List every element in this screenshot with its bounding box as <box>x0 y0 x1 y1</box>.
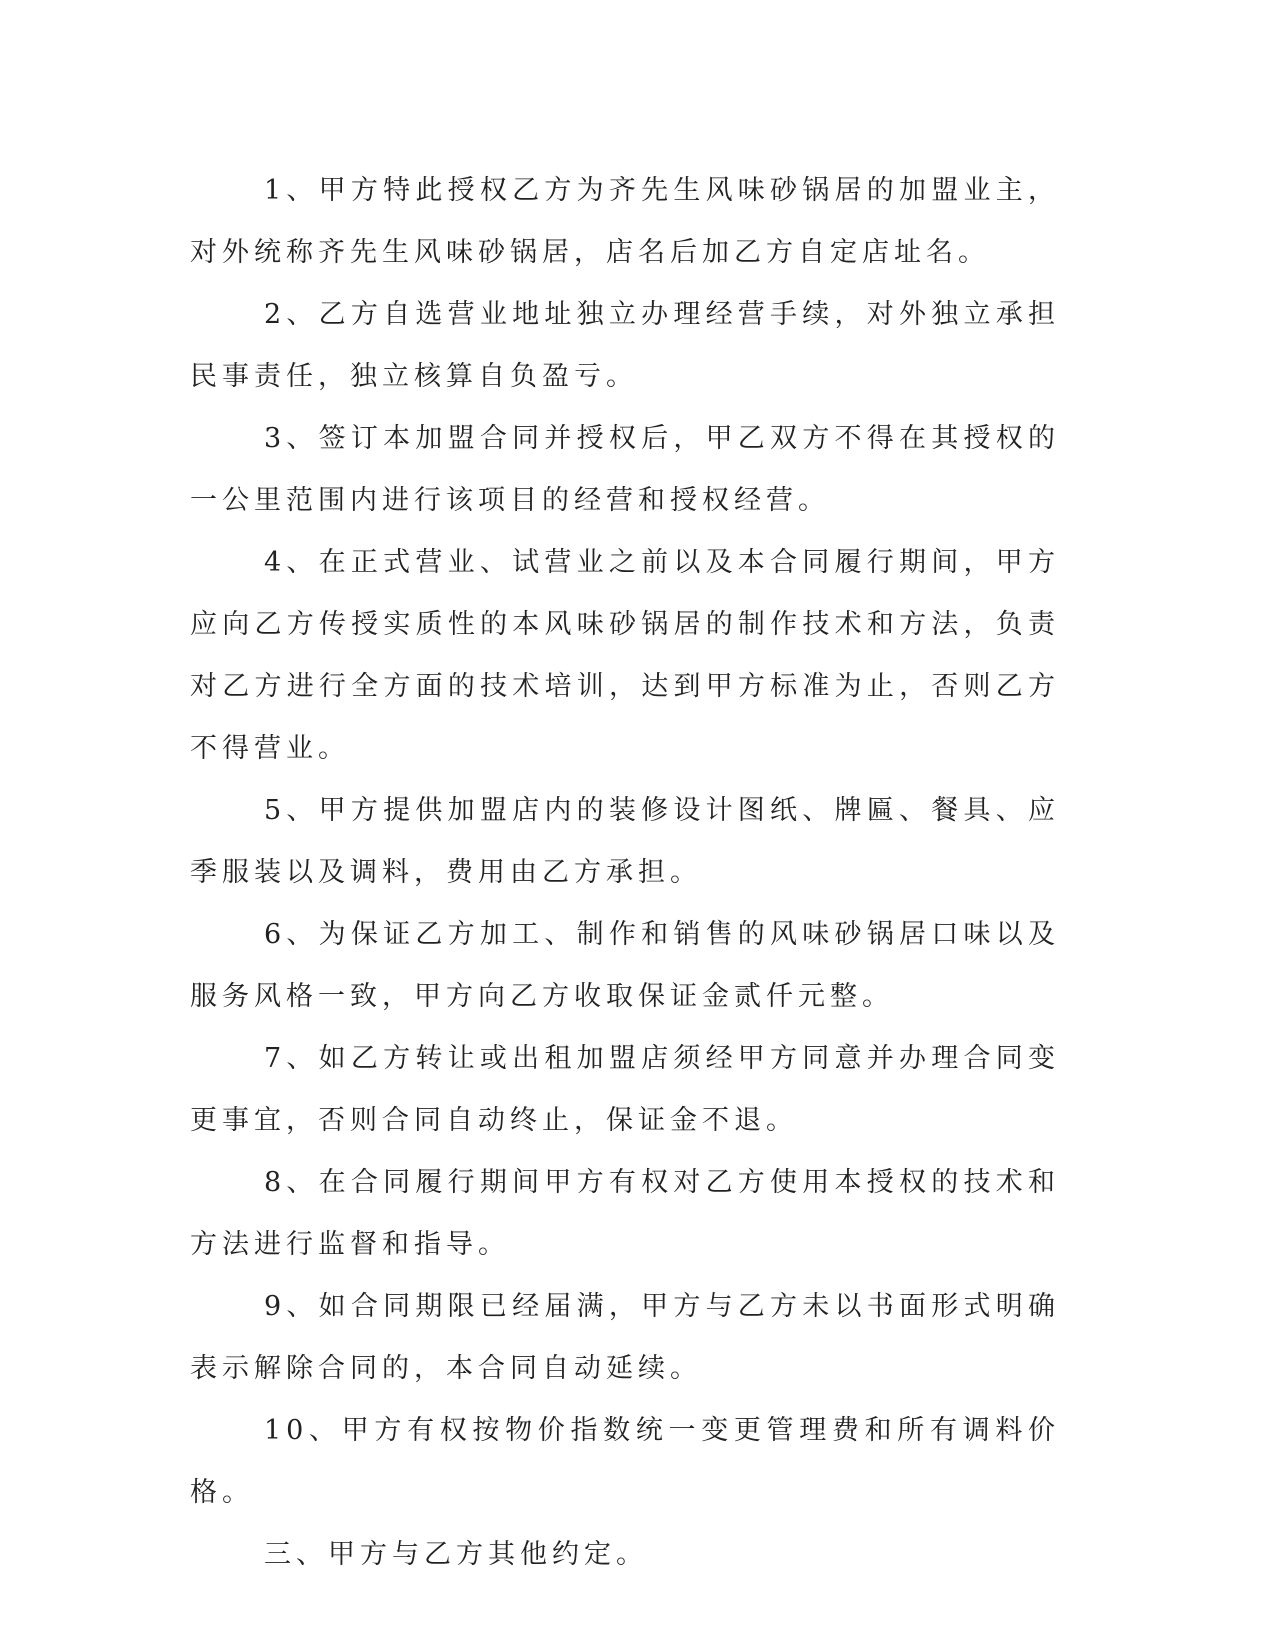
clause-7: 7、如乙方转让或出租加盟店须经甲方同意并办理合同变更事宜，否则合同自动终止，保证金不退。 <box>190 1043 1060 1136</box>
clause-8: 8、在合同履行期间甲方有权对乙方使用本授权的技术和方法进行监督和指导。 <box>190 1167 1060 1260</box>
clause-4: 4、在正式营业、试营业之前以及本合同履行期间，甲方应向乙方传授实质性的本风味砂锅居的制作技术和方法，负责对乙方进行全方面的技术培训，达到甲方标准为止，否则乙方不得营业。 <box>190 547 1060 764</box>
clause-1: 1、甲方特此授权乙方为齐先生风味砂锅居的加盟业主，对外统称齐先生风味砂锅居，店名后加乙方自定店址名。 <box>190 175 1060 268</box>
clause-3: 3、签订本加盟合同并授权后，甲乙双方不得在其授权的一公里范围内进行该项目的经营和授权经营。 <box>190 423 1060 516</box>
clause-2: 2、乙方自选营业地址独立办理经营手续，对外独立承担民事责任，独立核算自负盈亏。 <box>190 299 1060 392</box>
clause-10: 10、甲方有权按物价指数统一变更管理费和所有调料价格。 <box>190 1415 1060 1508</box>
clause-9: 9、如合同期限已经届满，甲方与乙方未以书面形式明确表示解除合同的，本合同自动延续。 <box>190 1291 1060 1384</box>
clause-6: 6、为保证乙方加工、制作和销售的风味砂锅居口味以及服务风格一致，甲方向乙方收取保证金贰仟元整。 <box>190 919 1060 1012</box>
section-heading-3: 三、甲方与乙方其他约定。 <box>264 1539 648 1570</box>
clause-5: 5、甲方提供加盟店内的装修设计图纸、牌匾、餐具、应季服装以及调料，费用由乙方承担。 <box>190 795 1060 888</box>
document-body <box>190 160 1060 1586</box>
